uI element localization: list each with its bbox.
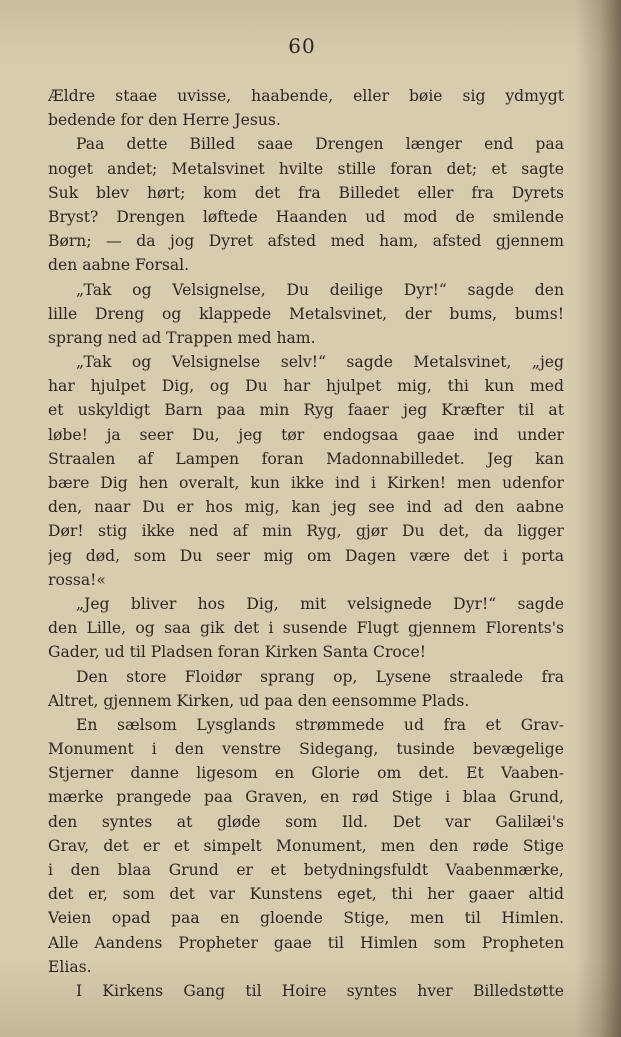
text-line: Elias. <box>48 957 92 976</box>
text-line: Grav, det er et simpelt Monument, men den røde Stige <box>48 836 564 855</box>
text-line: den Lille, og saa gik det i susende Flugt gjennem Florents's <box>48 619 564 638</box>
text-line: Altret, gjennem Kirken, ud paa den eensomme Plads. <box>48 691 470 710</box>
text-line: Straalen af Lampen foran Madonnabilledet. Jeg kan <box>48 449 564 468</box>
text-line: Den store Floidør sprang op, Lysene straalede fra <box>76 667 564 686</box>
text-line: Alle Aandens Propheter gaae til Himlen som Propheten <box>48 933 564 952</box>
text-line: Børn; — da jog Dyret afsted med ham, afsted gjennem <box>48 232 564 251</box>
text-line: i den blaa Grund er et betydningsfuldt Vaabenmærke, <box>48 861 564 879</box>
text-line: jeg død, som Du seer mig om Dagen være det i porta <box>48 546 564 565</box>
page-number: 60 <box>288 34 316 58</box>
text-line: noget andet; Metalsvinet hvilte stille foran det; et sagte <box>48 159 564 178</box>
text-line: den, naar Du er hos mig, kan jeg see ind ad den aabne <box>48 498 564 517</box>
text-line: bære Dig hen overalt, kun ikke ind i Kirken! men udenfor <box>48 474 564 492</box>
text-line: Gader, ud til Pladsen foran Kirken Santa Croce! <box>48 643 427 662</box>
text-line: Bryst? Drengen løftede Haanden ud mod de smilende <box>48 207 564 226</box>
text-line: rossa!« <box>48 570 106 589</box>
text-line: I Kirkens Gang til Hoire syntes hver Billedstøtte <box>76 981 564 1000</box>
text-line: sprang ned ad Trappen med ham. <box>48 328 316 347</box>
text-line: Paa dette Billed saae Drengen længer end paa <box>76 135 564 154</box>
body-text <box>48 84 564 1003</box>
text-line: et uskyldigt Barn paa min Ryg faaer jeg Kræfter til at <box>48 401 564 420</box>
text-line: har hjulpet Dig, og Du har hjulpet mig, thi kun med <box>48 377 564 396</box>
text-line: Veien opad paa en gloende Stige, men til Himlen. <box>48 909 564 928</box>
text-line: „Jeg bliver hos Dig, mit velsignede Dyr!“ sagde <box>76 594 564 613</box>
text-line: Suk blev hørt; kom det fra Billedet eller fra Dyrets <box>48 183 564 202</box>
text-line: Stjerner danne ligesom en Glorie om det. Et Vaaben- <box>48 764 564 783</box>
text-line: Ældre staae uvisse, haabende, eller bøie sig ydmygt <box>48 87 564 105</box>
text-line: løbe! ja seer Du, jeg tør endogsaa gaae ind under <box>48 425 564 444</box>
text-line: Dør! stig ikke ned af min Ryg, gjør Du det, da ligger <box>48 522 564 541</box>
text-line: den aabne Forsal. <box>48 256 190 275</box>
text-line: bedende for den Herre Jesus. <box>48 111 281 130</box>
text-line: „Tak og Velsignelse selv!“ sagde Metalsvinet, „jeg <box>76 353 564 372</box>
text-line: lille Dreng og klappede Metalsvinet, der bums, bums! <box>48 304 564 323</box>
text-line: En sælsom Lysglands strømmede ud fra et Grav- <box>76 715 564 734</box>
text-line: det er, som det var Kunstens eget, thi her gaaer altid <box>48 885 564 904</box>
text-line: „Tak og Velsignelse, Du deilige Dyr!“ sagde den <box>76 280 564 299</box>
text-line: den syntes at gløde som Ild. Det var Galilæi's <box>48 812 564 831</box>
text-line: Monument i den venstre Sidegang, tusinde bevægelige <box>48 740 564 759</box>
text-line: mærke prangede paa Graven, en rød Stige i blaa Grund, <box>48 788 564 807</box>
